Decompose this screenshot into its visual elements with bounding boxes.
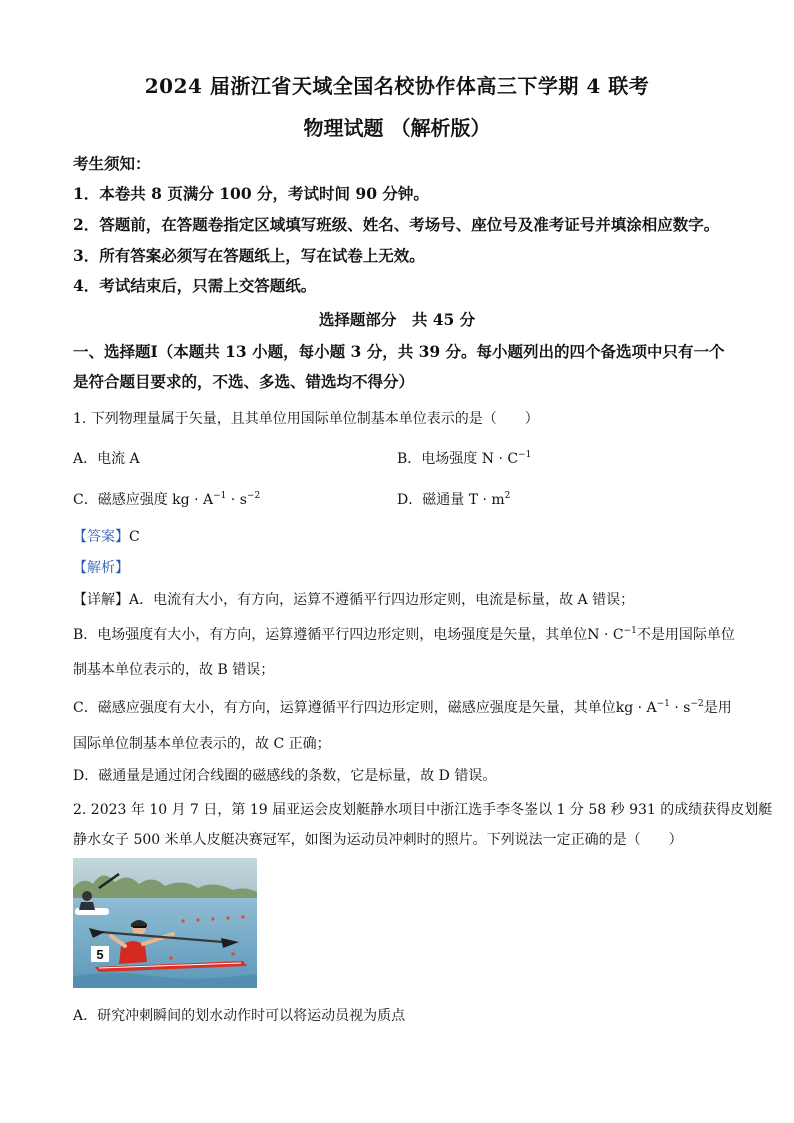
q1-detail-c-line2: 国际单位制基本单位表示的，故 C 正确； bbox=[73, 736, 331, 752]
q1-option-c-exp2: −2 bbox=[246, 491, 261, 501]
answer-value: C bbox=[129, 529, 140, 545]
q1-analysis-tag bbox=[73, 557, 129, 577]
detail-c-unit1-exp: −1 bbox=[656, 699, 670, 709]
q1-option-d-unit: T · m bbox=[468, 492, 505, 508]
answer-tag: 【答案】 bbox=[73, 529, 129, 545]
q1-detail-d: D．磁通量是通过闭合线圈的磁感线的条数，它是标量，故 D 错误。 bbox=[73, 768, 497, 784]
exam-subtitle: 物理试题 （解析版） bbox=[303, 116, 491, 140]
notice-item-3: 3．所有答案必须写在答题纸上，写在试卷上无效。 bbox=[73, 246, 425, 265]
q1-detail-c-line1 bbox=[73, 697, 732, 717]
q1-option-c-text: C．磁感应强度 bbox=[73, 492, 168, 508]
q1-detail-b-line2: 制基本单位表示的，故 B 错误； bbox=[73, 662, 275, 678]
detail-c-unit2: · s bbox=[669, 700, 691, 716]
detail-tag: 【详解】 bbox=[73, 592, 129, 608]
detail-b-unit-exp: −1 bbox=[623, 626, 637, 636]
bib-number: 5 bbox=[96, 947, 104, 962]
q1-option-b-text: B．电场强度 bbox=[397, 451, 478, 467]
q1-option-d-exp: 2 bbox=[504, 491, 511, 501]
kayak-photo-illustration bbox=[73, 858, 257, 988]
notice-item-2: 2．答题前，在答题卷指定区域填写班级、姓名、考场号、座位号及准考证号并填涂相应数字。 bbox=[73, 215, 720, 234]
notice-item-1: 1．本卷共 8 页满分 100 分，考试时间 90 分钟。 bbox=[73, 184, 429, 203]
section-instruction-line1: 一、选择题Ⅰ（本题共 13 小题，每小题 3 分，共 39 分。每小题列出的四个备选项中只有一个 bbox=[73, 342, 725, 361]
q2-option-a: A．研究冲刺瞬间的划水动作时可以将运动员视为质点 bbox=[73, 1008, 406, 1024]
q1-option-b bbox=[397, 448, 531, 468]
notice-item-4: 4．考试结束后，只需上交答题纸。 bbox=[73, 276, 317, 295]
q1-detail-a bbox=[73, 589, 634, 609]
detail-a-text: A．电流有大小，有方向，运算不遵循平行四边形定则，电流是标量，故 A 错误； bbox=[129, 592, 635, 608]
detail-c-unit2-exp: −2 bbox=[690, 699, 704, 709]
detail-c-text-post: 是用 bbox=[703, 700, 732, 716]
q1-option-b-unit: N · C bbox=[481, 451, 519, 467]
analysis-tag: 【解析】 bbox=[73, 560, 129, 576]
q1-option-d-text: D．磁通量 bbox=[397, 492, 465, 508]
q2-stem-line1: 2. 2023 年 10 月 7 日，第 19 届亚运会皮划艇静水项目中浙江选手李冬崟以 1 分 58 秒 931 的成绩获得皮划艇 bbox=[73, 802, 773, 818]
q1-option-c-unit2: · s bbox=[226, 492, 247, 508]
detail-b-text-pre: B．电场强度有大小，有方向，运算遵循平行四边形定则，电场强度是矢量，其单位 bbox=[73, 627, 588, 643]
section-instruction-line2: 是符合题目要求的，不选、多选、错选均不得分） bbox=[73, 372, 415, 391]
q1-answer bbox=[73, 526, 140, 546]
detail-c-text-pre: C．磁感应强度有大小，有方向，运算遵循平行四边形定则，磁感应强度是矢量，其单位 bbox=[73, 700, 616, 716]
q1-option-b-exp: −1 bbox=[518, 450, 532, 460]
q1-option-d bbox=[397, 489, 510, 509]
notice-heading: 考生须知： bbox=[73, 154, 151, 173]
q1-option-a: A．电流 A bbox=[73, 451, 140, 467]
detail-b-unit: N · C bbox=[587, 627, 624, 643]
q1-option-c-exp1: −1 bbox=[213, 491, 227, 501]
q1-option-c-unit1: kg · A bbox=[172, 492, 214, 508]
q1-detail-b-line1 bbox=[73, 624, 735, 644]
exam-title: 2024 届浙江省天域全国名校协作体高三下学期 4 联考 bbox=[144, 74, 650, 98]
kayak-photo bbox=[73, 858, 257, 988]
q1-stem: 1. 下列物理量属于矢量，且其单位用国际单位制基本单位表示的是（ ） bbox=[73, 411, 539, 427]
detail-c-unit1: kg · A bbox=[615, 700, 657, 716]
q1-option-c bbox=[73, 489, 260, 509]
q2-stem-line2: 静水女子 500 米单人皮艇决赛冠军，如图为运动员冲刺时的照片。下列说法一定正确的是（ ） bbox=[73, 832, 683, 848]
detail-b-text-post: 不是用国际单位 bbox=[636, 627, 735, 643]
section-heading: 选择题部分 共 45 分 bbox=[318, 310, 476, 329]
